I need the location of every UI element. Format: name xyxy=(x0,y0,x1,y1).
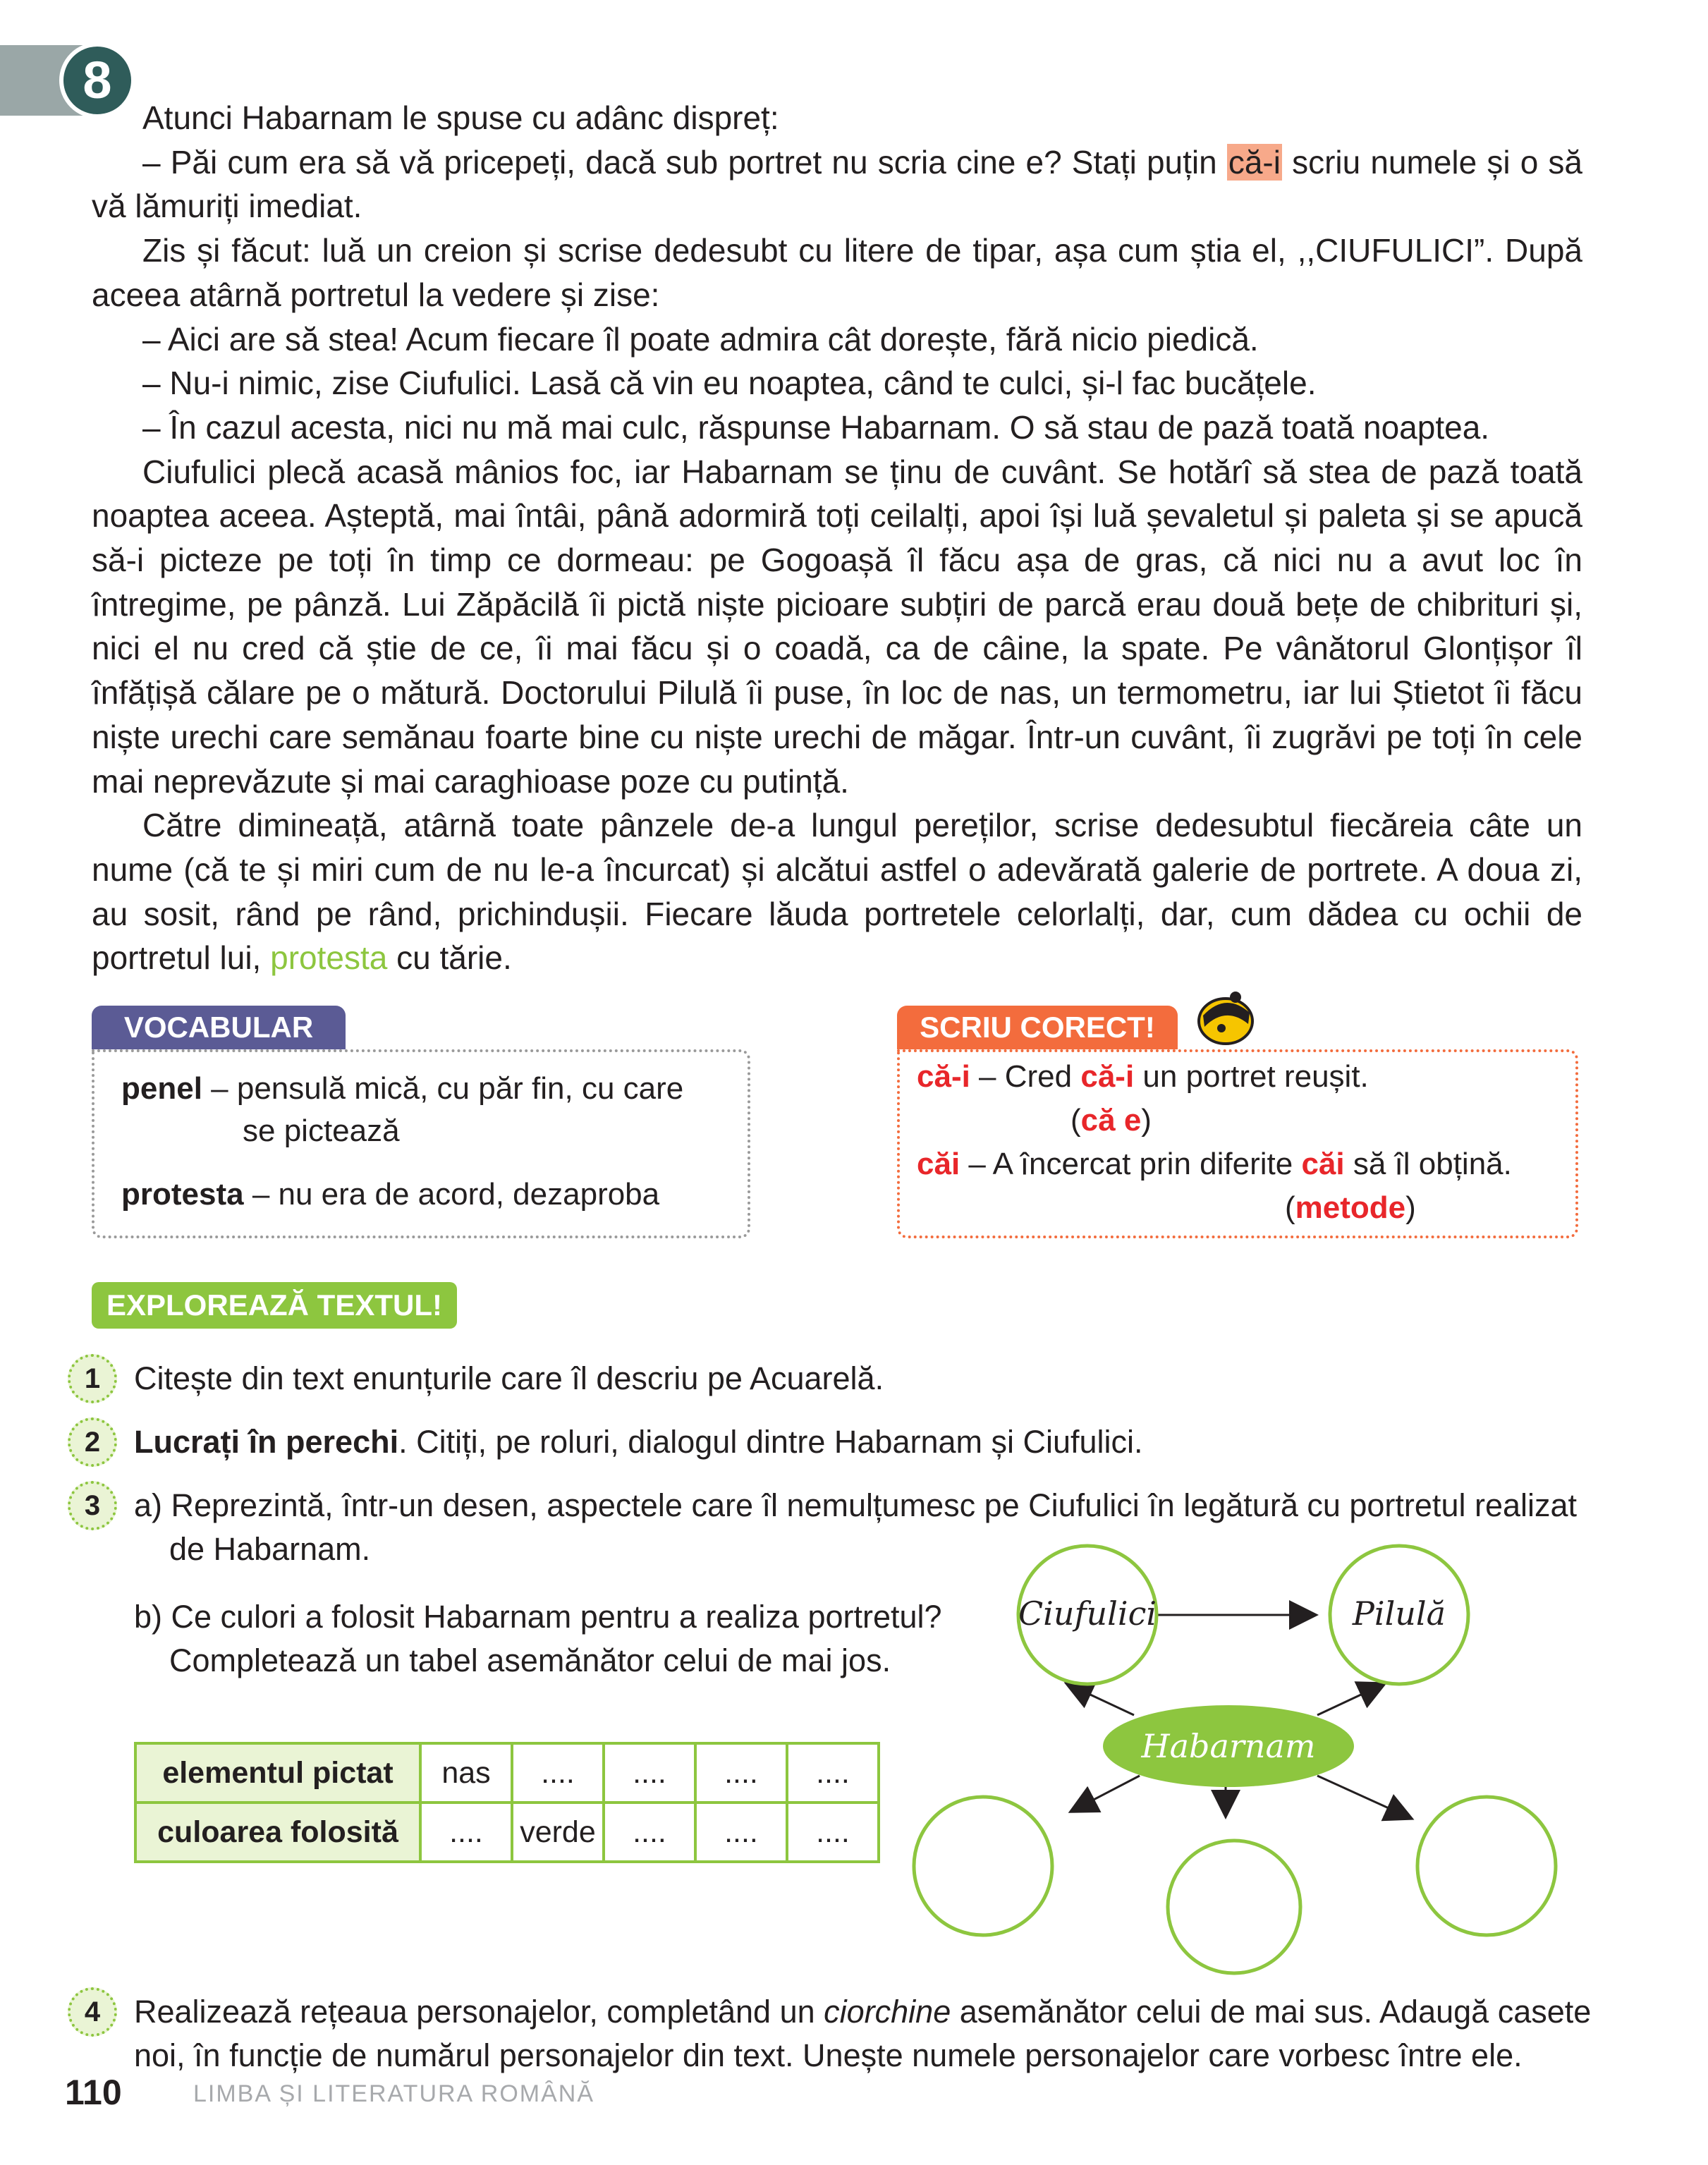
rule-line-ca-i xyxy=(917,1055,1369,1099)
colors-table xyxy=(134,1742,880,1863)
correct-form: că-i xyxy=(917,1059,970,1094)
empty-character-node xyxy=(914,1797,1052,1935)
node-label-ciufulici: Ciufulici xyxy=(1018,1594,1157,1633)
table-cell: verde xyxy=(512,1803,604,1862)
connector-arrow xyxy=(1317,1776,1410,1818)
table-row-header: culoarea folosită xyxy=(135,1803,420,1862)
vocabulary-word-link: protesta xyxy=(270,939,388,977)
task-text: . Citiți, pe roluri, dialogul dintre Habarnam și Ciufulici. xyxy=(398,1424,1143,1460)
task-number: 2 xyxy=(68,1417,117,1467)
table-row xyxy=(135,1803,879,1862)
vocab-term: protesta xyxy=(121,1177,244,1212)
page-number: 110 xyxy=(65,2073,122,2112)
task-2 xyxy=(134,1420,1143,1464)
rule-explanation xyxy=(1285,1186,1416,1230)
task-text: Realizează rețeaua personajelor, completând un xyxy=(134,1994,824,2030)
empty-character-node xyxy=(1168,1841,1300,1973)
vocab-dash: – xyxy=(243,1177,279,1212)
story-text xyxy=(92,96,1582,980)
rule-text: să îl obțină. xyxy=(1344,1147,1512,1181)
rule-line-cai xyxy=(917,1142,1512,1186)
task-emphasis: Lucrați în perechi xyxy=(134,1424,399,1460)
paren: ) xyxy=(1405,1190,1416,1225)
vocab-definition-continued: se pictează xyxy=(243,1114,400,1148)
connector-arrow xyxy=(1317,1684,1384,1715)
story-paragraph xyxy=(92,140,1582,228)
character-web-diagram xyxy=(896,1530,1601,1982)
story-text-run: – Păi cum era să vă pricepeți, dacă sub portret nu scria cine e? Stați puțin xyxy=(142,143,1227,181)
table-cell: .... xyxy=(695,1743,787,1803)
bird-mascot-icon xyxy=(1193,984,1261,1048)
connector-arrow xyxy=(1072,1776,1140,1811)
task-3a: a) Reprezintă, într-un desen, aspectele care îl nemulțumesc pe Ciufulici în legătură cu portretul realizat xyxy=(134,1487,1578,1523)
correct-form: căi xyxy=(1301,1147,1345,1181)
vocab-term: penel xyxy=(121,1071,202,1106)
vocab-entry-penel xyxy=(121,1068,683,1110)
correct-form: că-i xyxy=(1080,1059,1135,1094)
explore-text-title: EXPLOREAZĂ TEXTUL! xyxy=(92,1282,457,1329)
table-cell: .... xyxy=(604,1803,695,1862)
connector-arrow xyxy=(1068,1684,1134,1715)
task-number: 1 xyxy=(68,1354,117,1403)
story-text-run: cu tărie. xyxy=(387,939,512,977)
paren: ( xyxy=(1070,1103,1081,1138)
task-text: asemănător celui de mai sus. Adaugă casete xyxy=(951,1994,1592,2030)
correct-form: căi xyxy=(917,1147,960,1181)
story-text-run: Către dimineață, atârnă toate pânzele de-a lungul pereților, scrise dedesubtul fiecăreia câte un nume (că te și miri cum de nu le-a încurcat) și alcătui astfel o adevărată galerie de portrete. A doua zi, au sosit, rând pe rând, prichindușii. Fiecare lăuda portretele celorlalți, dar, cum dădea cu ochii de portretul lui, xyxy=(92,807,1582,977)
rule-text: – Cred xyxy=(970,1059,1081,1094)
rule-text: – A încercat prin diferite xyxy=(960,1147,1302,1181)
story-paragraph: – Aici are să stea! Acum fiecare îl poate admira cât dorește, fără nicio piedică. xyxy=(142,320,1259,358)
rule-explanation xyxy=(1070,1099,1152,1142)
empty-character-node xyxy=(1417,1797,1556,1935)
vocab-entry-protesta xyxy=(121,1173,659,1216)
subject-footer: LIMBA ȘI LITERATURA ROMÂNĂ xyxy=(193,2080,595,2107)
node-label-habarnam: Habarnam xyxy=(1141,1727,1316,1765)
task-3b: b) Ce culori a folosit Habarnam pentru a realiza portretul? xyxy=(134,1599,942,1635)
table-row xyxy=(135,1743,879,1803)
vocab-dash: – xyxy=(202,1071,237,1106)
unit-number-badge: 8 xyxy=(59,42,135,118)
vocabulary-box xyxy=(92,1049,750,1238)
write-correct-box xyxy=(897,1049,1578,1238)
table-cell: .... xyxy=(695,1803,787,1862)
table-cell: .... xyxy=(420,1803,512,1862)
equivalent-form: metode xyxy=(1295,1190,1406,1225)
story-paragraph: – În cazul acesta, nici nu mă mai culc, răspunse Habarnam. O să stau de pază toată noaptea. xyxy=(142,408,1490,446)
table-cell: .... xyxy=(787,1743,879,1803)
story-paragraph: Zis și făcut: luă un creion și scrise dedesubt cu litere de tipar, așa cum știa el, ,,CIUFULICI”. După aceea atârnă portretul la vedere și zise: xyxy=(92,232,1582,313)
story-paragraph: Ciufulici plecă acasă mânios foc, iar Habarnam se ținu de cuvânt. Se hotărî să stea de pază toată noaptea aceea. Așteptă, mai întâi, până adormiră toți ceilalți, apoi își luă șevaletul și paleta și se apucă să-i picteze pe toți în timp ce dormeau: pe Gogoașă îl făcu așa de gras, că nici nu a avut loc în întregime, pe pânză. Lui Zăpăcilă îi pictă niște picioare subțiri de parcă erau două bețe de chibrituri și, nici el nu cred că știe de ce, îi mai făcu și o coadă, ca de câine, la spate. Pe vânătorul Glonțișor îl înfățișă călare pe o mătură. Doctorului Pilulă îi puse, în loc de nas, un termometru, iar lui Știetot îi făcu niște urechi care semănau foarte bine cu niște urechi de măgar. Într-un cuvânt, îi zugrăvi pe toți în cele mai neprevăzute și mai caraghioase poze cu putință. xyxy=(92,453,1582,800)
story-paragraph xyxy=(92,803,1582,980)
table-cell: .... xyxy=(787,1803,879,1862)
paren: ( xyxy=(1285,1190,1295,1225)
table-cell: .... xyxy=(512,1743,604,1803)
task-emphasis: ciorchine xyxy=(824,1994,951,2030)
vocabulary-title: VOCABULAR xyxy=(92,1006,346,1049)
story-paragraph: Atunci Habarnam le spuse cu adânc dispreț: xyxy=(142,99,779,136)
highlighted-word: că-i xyxy=(1228,143,1281,181)
task-4-continued: noi, în funcție de numărul personajelor din text. Unește numele personajelor care vorbesc între ele. xyxy=(134,2037,1523,2073)
task-3a-continued: de Habarnam. xyxy=(169,1531,371,1567)
story-text-run: scriu numele și o să vă lămuriți imediat. xyxy=(92,143,1582,225)
task-4 xyxy=(134,1990,1591,2034)
table-row-header: elementul pictat xyxy=(135,1743,420,1803)
task-3b-continued: Completează un tabel asemănător celui de mai jos. xyxy=(169,1642,891,1678)
write-correct-title: SCRIU CORECT! xyxy=(897,1006,1178,1049)
vocab-definition: nu era de acord, dezaproba xyxy=(278,1177,660,1212)
equivalent-form: că e xyxy=(1080,1103,1142,1138)
rule-text: un portret reușit. xyxy=(1134,1059,1369,1094)
task-number: 3 xyxy=(68,1481,117,1530)
task-number: 4 xyxy=(68,1987,117,2037)
vocab-definition: pensulă mică, cu păr fin, cu care xyxy=(236,1071,684,1106)
paren: ) xyxy=(1141,1103,1152,1138)
table-cell: .... xyxy=(604,1743,695,1803)
story-paragraph: – Nu-i nimic, zise Ciufulici. Lasă că vin eu noaptea, când te culci, și-l fac bucățele. xyxy=(142,365,1317,402)
task-1: Citește din text enunțurile care îl descriu pe Acuarelă. xyxy=(134,1360,884,1396)
node-label-pilula: Pilulă xyxy=(1352,1594,1446,1633)
table-cell: nas xyxy=(420,1743,512,1803)
